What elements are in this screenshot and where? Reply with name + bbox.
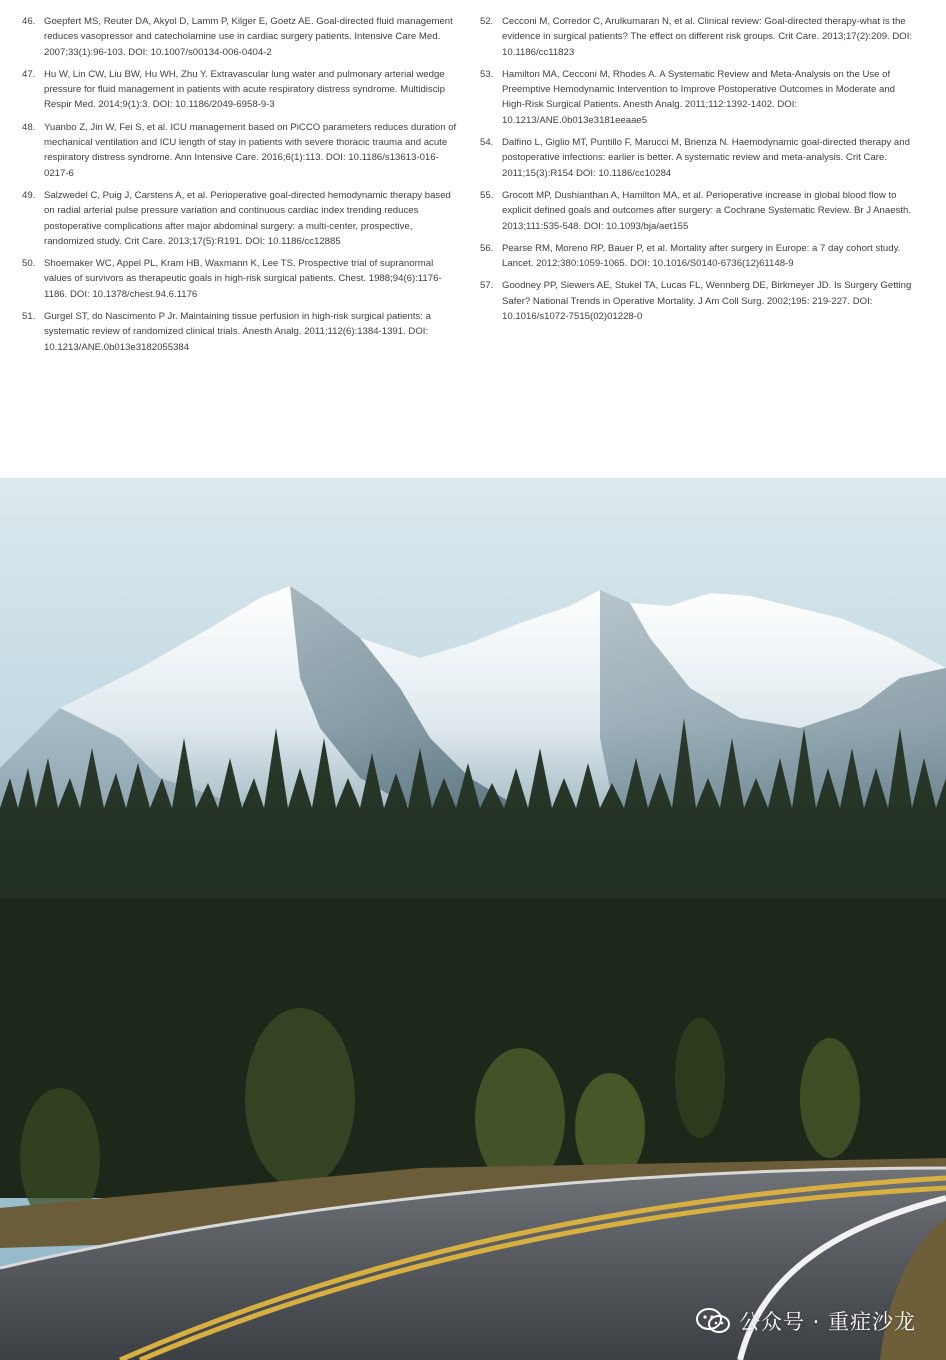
reference-number: 47. bbox=[22, 68, 36, 80]
reference-item bbox=[22, 14, 460, 60]
watermark-text: 公众号 · 重症沙龙 bbox=[738, 1310, 916, 1334]
reference-number: 50. bbox=[22, 258, 36, 270]
reference-text: Grocott MP, Dushianthan A, Hamilton MA, et al. Perioperative increase in global blood flow to explicit defined goals and outcomes after surgery: a Cochrane Systematic Review. Br J Anaesth. 2013;111:535-548. DOI: 10.1093/bja/aet155 bbox=[502, 189, 912, 232]
reference-text: Hu W, Lin CW, Liu BW, Hu WH, Zhu Y. Extravascular lung water and pulmonary arterial wedge pressure for fluid management in patients with acute respiratory distress syndrome. Multidiscip Respir Med. 2014;9(1):3. DOI: 10.1186/2049-6958-9-3 bbox=[44, 68, 445, 111]
reference-number: 53. bbox=[480, 68, 494, 80]
landscape-illustration bbox=[0, 478, 946, 1360]
reference-text: Dalfino L, Giglio MT, Puntillo F, Marucci M, Brienza N. Haemodynamic goal-directed therapy and postoperative infections: earlier is better. A systematic review and meta-analysis. Crit Care. 2011;15(3):R154 DOI: 10.1186/cc10284 bbox=[502, 137, 910, 179]
reference-item bbox=[22, 256, 460, 302]
watermark bbox=[695, 1306, 916, 1336]
reference-item bbox=[480, 14, 920, 60]
reference-item bbox=[480, 135, 920, 181]
reference-text: Cecconi M, Corredor C, Arulkumaran N, et al. Clinical review: Goal-directed therapy-what is the evidence in surgical patients? The effect on different risk groups. Crit Care. 2013;17(2):209. DOI: 10.1186/cc11823 bbox=[502, 16, 913, 58]
reference-text: Yuanbo Z, Jin W, Fei S, et al. ICU management based on PiCCO parameters reduces duration of mechanical ventilation and ICU length of stay in patients with severe thoracic trauma and acute respiratory distress syndrome. Ann Intensive Care. 2016;6(1):113. DOI: 10.1186/s13613-016-0217-6 bbox=[44, 121, 457, 179]
reference-number: 57. bbox=[480, 280, 494, 292]
reference-item bbox=[480, 278, 920, 324]
reference-number: 49. bbox=[22, 189, 36, 201]
reference-text: Gurgel ST, do Nascimento P Jr. Maintaining tissue perfusion in high-risk surgical patients: a systematic review of randomized clinical trials. Anesth Analg. 2011;112(6):1384-1391. DOI: 10.1213/ANE.0b013e3182055384 bbox=[44, 311, 431, 353]
reference-number: 54. bbox=[480, 137, 494, 149]
reference-text: Shoemaker WC, Appel PL, Kram HB, Waxmann K, Lee TS. Prospective trial of supranormal values of survivors as therapeutic goals in high-risk surgical patients. Chest. 1988;94(6):1176-1186. DOI: 10.1378/chest.94.6.1176 bbox=[44, 258, 442, 300]
reference-text: Salzwedel C, Puig J, Carstens A, et al. Perioperative goal-directed hemodynamic therapy based on radial arterial pulse pressure variation and continuous cardiac index trending reduces postoperative complications after major abdominal surgery: a multi-center, prospective, randomized study. Crit Care. 2013;17(5):R191. DOI: 10.1186/cc12885 bbox=[44, 189, 451, 247]
reference-item bbox=[22, 67, 460, 113]
references-column-left bbox=[22, 14, 460, 362]
reference-item bbox=[480, 241, 920, 272]
reference-number: 56. bbox=[480, 242, 494, 254]
reference-item bbox=[22, 188, 460, 249]
reference-item bbox=[480, 188, 920, 234]
reference-text: Hamilton MA, Cecconi M, Rhodes A. A Systematic Review and Meta-Analysis on the Use of Preemptive Hemodynamic Intervention to Improve Postoperative Outcomes in Moderate and High-Risk Surgical Patients. Anesth Analg. 2011;112:1392-1402. DOI: 10.1213/ANE.0b013e3181eeaae5 bbox=[502, 68, 896, 126]
references-section bbox=[0, 14, 946, 414]
reference-number: 55. bbox=[480, 189, 494, 201]
reference-number: 46. bbox=[22, 16, 36, 27]
reference-item bbox=[22, 309, 460, 355]
reference-number: 52. bbox=[480, 16, 494, 27]
reference-item bbox=[480, 67, 920, 128]
reference-text: Pearse RM, Moreno RP, Bauer P, et al. Mortality after surgery in Europe: a 7 day cohort study. Lancet. 2012;380:1059-1065. DOI: 10.1016/S0140-6736(12)61148-9 bbox=[502, 242, 901, 270]
landscape-photo bbox=[0, 478, 946, 1360]
reference-text: Goepfert MS, Reuter DA, Akyol D, Lamm P, Kilger E, Goetz AE. Goal-directed fluid management reduces vasopressor and catecholamine use in cardiac surgery patients. Intensive Care Med. 2007;33(1):96-103. DOI: 10.1007/s00134-006-0404-2 bbox=[44, 16, 453, 58]
reference-number: 51. bbox=[22, 311, 36, 323]
reference-item bbox=[22, 120, 460, 181]
reference-text: Goodney PP, Siewers AE, Stukel TA, Lucas FL, Wennberg DE, Birkmeyer JD. Is Surgery Getting Safer? National Trends in Operative Mortality. J Am Coll Surg. 2002;195: 219-227. DOI: 10.1016/s1072-7515(02)01228-0 bbox=[502, 280, 912, 323]
wechat-icon bbox=[695, 1307, 731, 1335]
references-column-right bbox=[480, 14, 920, 331]
reference-number: 48. bbox=[22, 121, 36, 133]
